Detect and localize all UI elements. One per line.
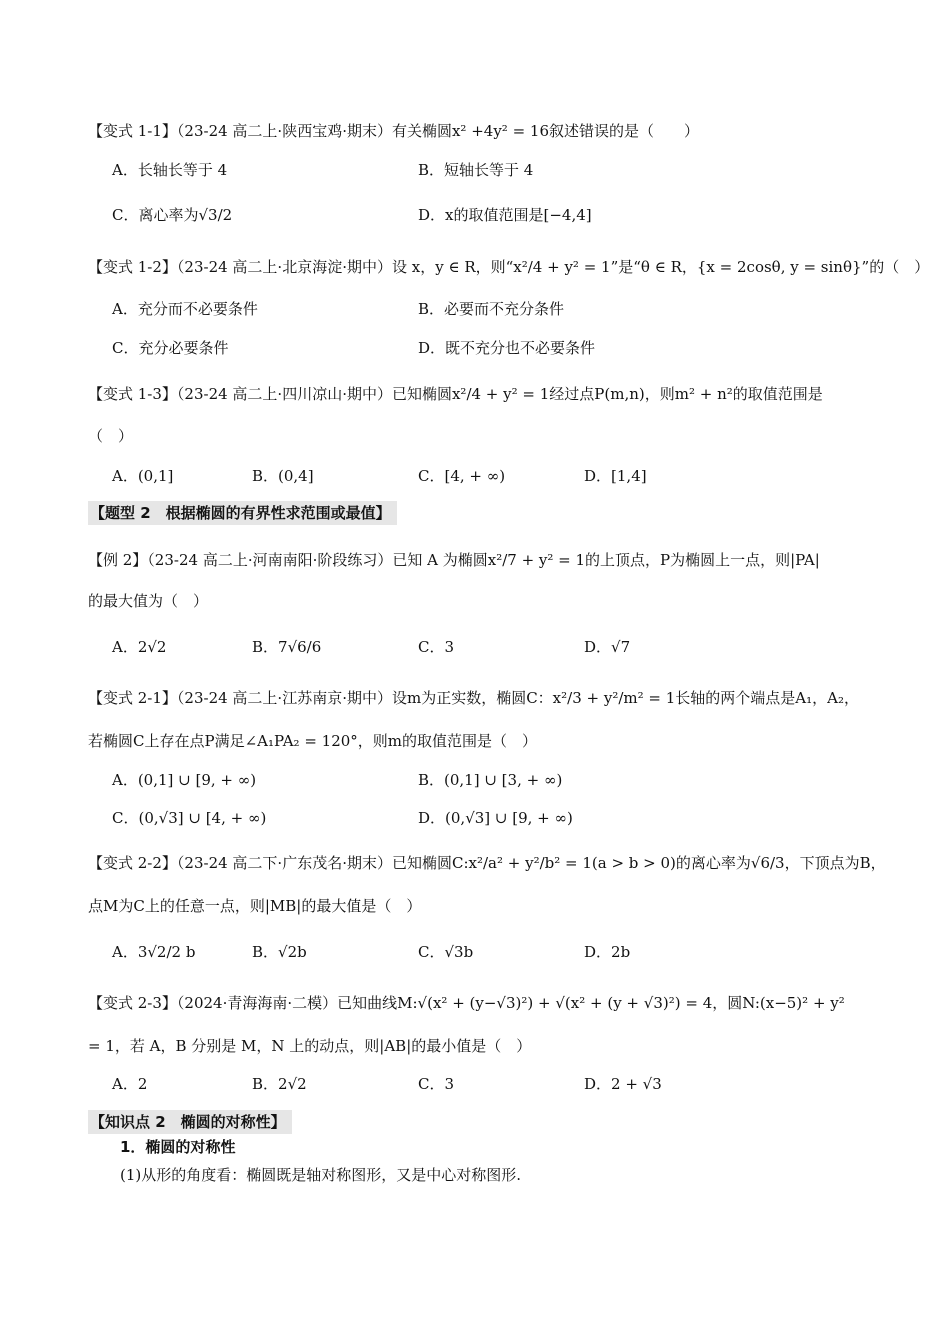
option-d: D．(0,√3] ∪ [9, + ∞) <box>418 809 573 827</box>
option-c: C．√3b <box>418 943 474 961</box>
question-2-2-cont: 点M为C上的任意一点，则|MB|的最大值是（ ） <box>88 897 422 915</box>
question-2-1: 【变式 2-1】（23-24 高二上·江苏南京·期中）设m为正实数，椭圆C：x²/3 + y²/m² = 1长轴的两个端点是A₁，A₂， <box>88 689 859 707</box>
option-c: C．3 <box>418 1075 455 1093</box>
option-c: C．充分必要条件 <box>112 339 229 357</box>
knowledge-heading: 1．椭圆的对称性 <box>120 1138 236 1156</box>
option-a: A．(0,1] ∪ [9, + ∞) <box>112 771 257 789</box>
option-a: A．2√2 <box>112 638 167 656</box>
option-b: B．7√6/6 <box>252 638 322 656</box>
question-1-1: 【变式 1-1】（23-24 高二上·陕西宝鸡·期末）有关椭圆x² +4y² = 16叙述错误的是（ ） <box>88 122 700 140</box>
question-1-2: 【变式 1-2】（23-24 高二上·北京海淀·期中）设 x，y ∈ R，则“x²/4 + y² = 1”是“θ ∈ R，{x = 2cosθ, y = sinθ}”的（ ） <box>88 258 930 276</box>
section-tag-type-2: 【题型 2 根据椭圆的有界性求范围或最值】 <box>88 501 397 525</box>
option-c: C．离心率为√3/2 <box>112 206 233 224</box>
option-c: C．(0,√3] ∪ [4, + ∞) <box>112 809 267 827</box>
example-2-cont: 的最大值为（ ） <box>88 592 209 610</box>
question-2-3-cont: = 1，若 A，B 分别是 M，N 上的动点，则|AB|的最小值是（ ） <box>88 1037 532 1055</box>
option-a: A．2 <box>112 1075 148 1093</box>
option-a: A．(0,1] <box>112 467 174 485</box>
option-a: A．充分而不必要条件 <box>112 300 258 318</box>
option-b: B．(0,4] <box>252 467 314 485</box>
option-d: D．√7 <box>584 638 631 656</box>
option-d: D．2b <box>584 943 631 961</box>
section-tag-knowledge-2: 【知识点 2 椭圆的对称性】 <box>88 1110 292 1134</box>
option-a: A．3√2/2 b <box>112 943 196 961</box>
option-d: D．x的取值范围是[−4,4] <box>418 206 592 224</box>
question-1-3-cont: （ ） <box>88 427 134 445</box>
example-2: 【例 2】（23-24 高二上·河南南阳·阶段练习）已知 A 为椭圆x²/7 + y² = 1的上顶点，P为椭圆上一点，则|PA| <box>88 551 820 569</box>
question-1-3: 【变式 1-3】（23-24 高二上·四川凉山·期中）已知椭圆x²/4 + y² = 1经过点P(m,n)，则m² + n²的取值范围是 <box>88 385 823 403</box>
option-c: C．3 <box>418 638 455 656</box>
question-2-2: 【变式 2-2】（23-24 高二下·广东茂名·期末）已知椭圆C:x²/a² + y²/b² = 1(a > b > 0)的离心率为√6/3，下顶点为B， <box>88 854 886 872</box>
question-2-3: 【变式 2-3】（2024·青海海南·二模）已知曲线M:√(x² + (y−√3)²) + √(x² + (y + √3)²) = 4，圆N:(x−5)² + y² <box>88 994 845 1012</box>
question-2-1-cont: 若椭圆C上存在点P满足∠A₁PA₂ = 120°，则m的取值范围是（ ） <box>88 732 538 750</box>
option-d: D．2 + √3 <box>584 1075 662 1093</box>
option-d: D．[1,4] <box>584 467 647 485</box>
option-b: B．短轴长等于 4 <box>418 161 534 179</box>
option-d: D．既不充分也不必要条件 <box>418 339 596 357</box>
option-b: B．2√2 <box>252 1075 307 1093</box>
knowledge-paragraph: (1)从形的角度看：椭圆既是轴对称图形，又是中心对称图形. <box>120 1166 522 1184</box>
option-b: B．√2b <box>252 943 307 961</box>
option-c: C．[4, + ∞) <box>418 467 506 485</box>
option-a: A．长轴长等于 4 <box>112 161 228 179</box>
option-b: B．必要而不充分条件 <box>418 300 565 318</box>
option-b: B．(0,1] ∪ [3, + ∞) <box>418 771 563 789</box>
